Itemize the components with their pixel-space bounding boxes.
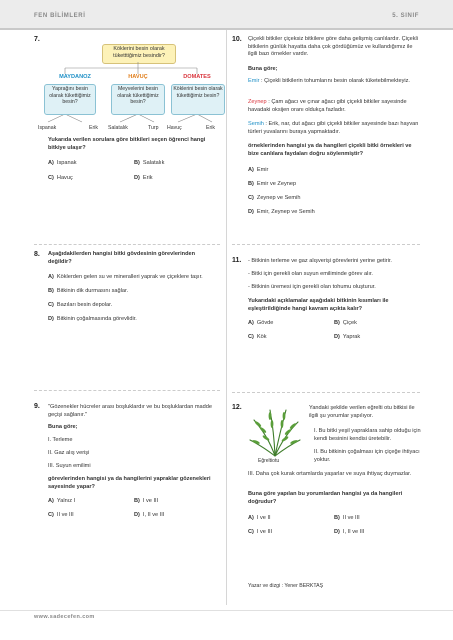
center-question-box: Köklerini besin olarak tüketttiğimiz besindir?	[102, 44, 176, 64]
student-name: DOMATES	[183, 74, 211, 80]
statement-item: I. Bu bitki yeşil yapraklara sahip olduğu için kendi besinini kendisi üretebilir.	[314, 428, 421, 442]
question-text: Yukarıda verilen sorulara göre bitkileri seçen öğrenci hangi bitkiye ulaşır?	[48, 137, 206, 151]
column-divider	[226, 30, 227, 605]
separator	[232, 244, 420, 245]
plant-label: Ispanak	[38, 125, 57, 131]
plant-label: Salatalık	[108, 125, 128, 131]
question-text: Aşağıdakilerden hangisi bitki gövdesinin görevlerinden değildir?	[48, 251, 196, 265]
statement-emir: Emir : Çiçekli bitkilerin tohumlarını besin olarak tüketebilmekteyiz.	[248, 78, 410, 84]
question-text: görevlerinden hangisi ya da hangilerini yapraklar gözenekleri sayesinde yapar?	[48, 476, 211, 490]
statement-item: II. Bu bitkinin çoğalması için çiçeğe ihtiyacı yoktur.	[314, 449, 420, 463]
footer-site: www.sadecefen.com	[34, 614, 95, 620]
separator	[34, 244, 220, 245]
option-b[interactable]: B) Emir ve Zeynep	[248, 181, 297, 187]
statement-item: II. Gaz alış verişi	[48, 450, 90, 456]
option-d[interactable]: D) I, II ve III	[134, 512, 165, 518]
statement-zeynep: Zeynep : Çam ağacı ve çınar ağacı gibi çiçekli bitkiler sayesinde havadaki oksijen oranı oldukça fazladır.	[248, 99, 407, 113]
image-caption: Eğreltiotu	[258, 458, 280, 464]
student-name: HAVUÇ	[128, 74, 148, 80]
option-b[interactable]: B) Salatalık	[134, 160, 165, 166]
bullet-item: - Bitkinin terleme ve gaz alışverişi görevlerini yerine getirir.	[248, 258, 392, 264]
option-d[interactable]: D) I, II ve III	[334, 529, 365, 535]
statement-item: III. Suyun emilimi	[48, 463, 91, 469]
footer-rule	[0, 610, 453, 611]
option-d[interactable]: D) Erik	[134, 175, 153, 181]
option-c[interactable]: C) I ve III	[248, 529, 273, 535]
fern-plant-image	[248, 406, 302, 458]
student-question-box: Köklerini besin olarak tükettiğimiz besin?	[171, 84, 225, 115]
option-d[interactable]: D) Bitkinin çoğalmasında görevlidir.	[48, 316, 137, 322]
option-a[interactable]: A) Ispanak	[48, 160, 77, 166]
student-name: MAYDANOZ	[59, 74, 91, 80]
option-a[interactable]: A) Yalnız I	[48, 498, 76, 504]
question-text: Buna göre yapılan bu yorumlardan hangisi ya da hangileri doğrudur?	[248, 491, 403, 505]
option-b[interactable]: B) II ve III	[334, 515, 360, 521]
grade-label: 5. SINIF	[392, 13, 419, 19]
statement-item: I. Terleme	[48, 437, 73, 443]
quote-text: "Gözenekler hücreler arası boşluklardır ve bu boşluklardan madde geçişi sağlanır."	[48, 404, 212, 418]
question-number: 10.	[232, 36, 242, 43]
question-number: 12.	[232, 404, 242, 411]
option-c[interactable]: C) Kök	[248, 334, 267, 340]
prompt-text: Buna göre;	[248, 66, 278, 72]
plant-label: Erik	[89, 125, 98, 131]
option-b[interactable]: B) I ve III	[134, 498, 159, 504]
option-a[interactable]: A) I ve II	[248, 515, 271, 521]
statement-item: III. Daha çok kurak ortamlarda yaşarlar ve suya ihtiyaç duymazlar.	[248, 471, 412, 477]
student-question-box: Yaprağını besin olarak tükettiğimiz besin?	[44, 84, 96, 115]
page-header	[0, 0, 453, 30]
statement-semih: Semih : Erik, nar, dut ağacı gibi çiçekli bitkiler sayesinde bazı hayvan türleri yuvalarını buraya yapmaktadır.	[248, 121, 419, 135]
option-a[interactable]: A) Gövde	[248, 320, 274, 326]
question-number: 7.	[34, 36, 40, 43]
intro-text: Çiçekli bitkiler çiçeksiz bitkilere göre daha gelişmiş canlılardır. Çiçekli bitkilerin günlük hayatta daha çok gördüğümüz ve kullandığımız ile ilgili bazı örnekler vardır.	[248, 36, 419, 58]
question-number: 11.	[232, 257, 242, 264]
intro-text: Yandaki şekilde verilen eğrelti otu bitkisi ile ilgili şu yorumlar yapılıyor.	[309, 405, 415, 419]
question-number: 8.	[34, 251, 40, 258]
option-c[interactable]: C) Havuç	[48, 175, 73, 181]
option-c[interactable]: C) II ve III	[48, 512, 74, 518]
option-d[interactable]: D) Emir, Zeynep ve Semih	[248, 209, 315, 215]
subject-label: FEN BİLİMLERİ	[34, 13, 86, 19]
plant-label: Havuç	[167, 125, 182, 131]
separator	[232, 392, 420, 393]
option-b[interactable]: B) Bitkinin dik durmasını sağlar.	[48, 288, 129, 294]
option-a[interactable]: A) Emir	[248, 167, 269, 173]
option-b[interactable]: B) Çiçek	[334, 320, 357, 326]
option-a[interactable]: A) Köklerden gelen su ve mineralleri yaprak ve çiçeklere taşır.	[48, 274, 203, 280]
plant-label: Turp	[148, 125, 159, 131]
prompt-text: Buna göre;	[48, 424, 78, 430]
option-d[interactable]: D) Yaprak	[334, 334, 361, 340]
author-credit: Yazar ve dizgi : Yener BERKTAŞ	[248, 583, 324, 589]
student-question-box: Meyvelerini besin olarak tükettiğimiz besin?	[111, 84, 165, 115]
option-c[interactable]: C) Zeynep ve Semih	[248, 195, 301, 201]
plant-label: Erik	[206, 125, 215, 131]
bullet-item: - Bitkinin üremesi için gerekli olan tohumu oluşturur.	[248, 284, 376, 290]
bullet-item: - Bitki için gerekli olan suyun emiliminde görev alır.	[248, 271, 373, 277]
question-text: örneklerinden hangisi ya da hangileri çiçekli bitki örnekleri ve bize canlılara faydaları doğru söylenmiştir?	[248, 143, 412, 157]
question-text: Yukarıdaki açıklamalar aşağıdaki bitkinin kısımları ile eşleştirildiğinde hangi kavram açıkta kalır?	[248, 298, 389, 312]
question-number: 9.	[34, 403, 40, 410]
option-c[interactable]: C) Bazıları besin depolar.	[48, 302, 113, 308]
separator	[34, 390, 220, 391]
